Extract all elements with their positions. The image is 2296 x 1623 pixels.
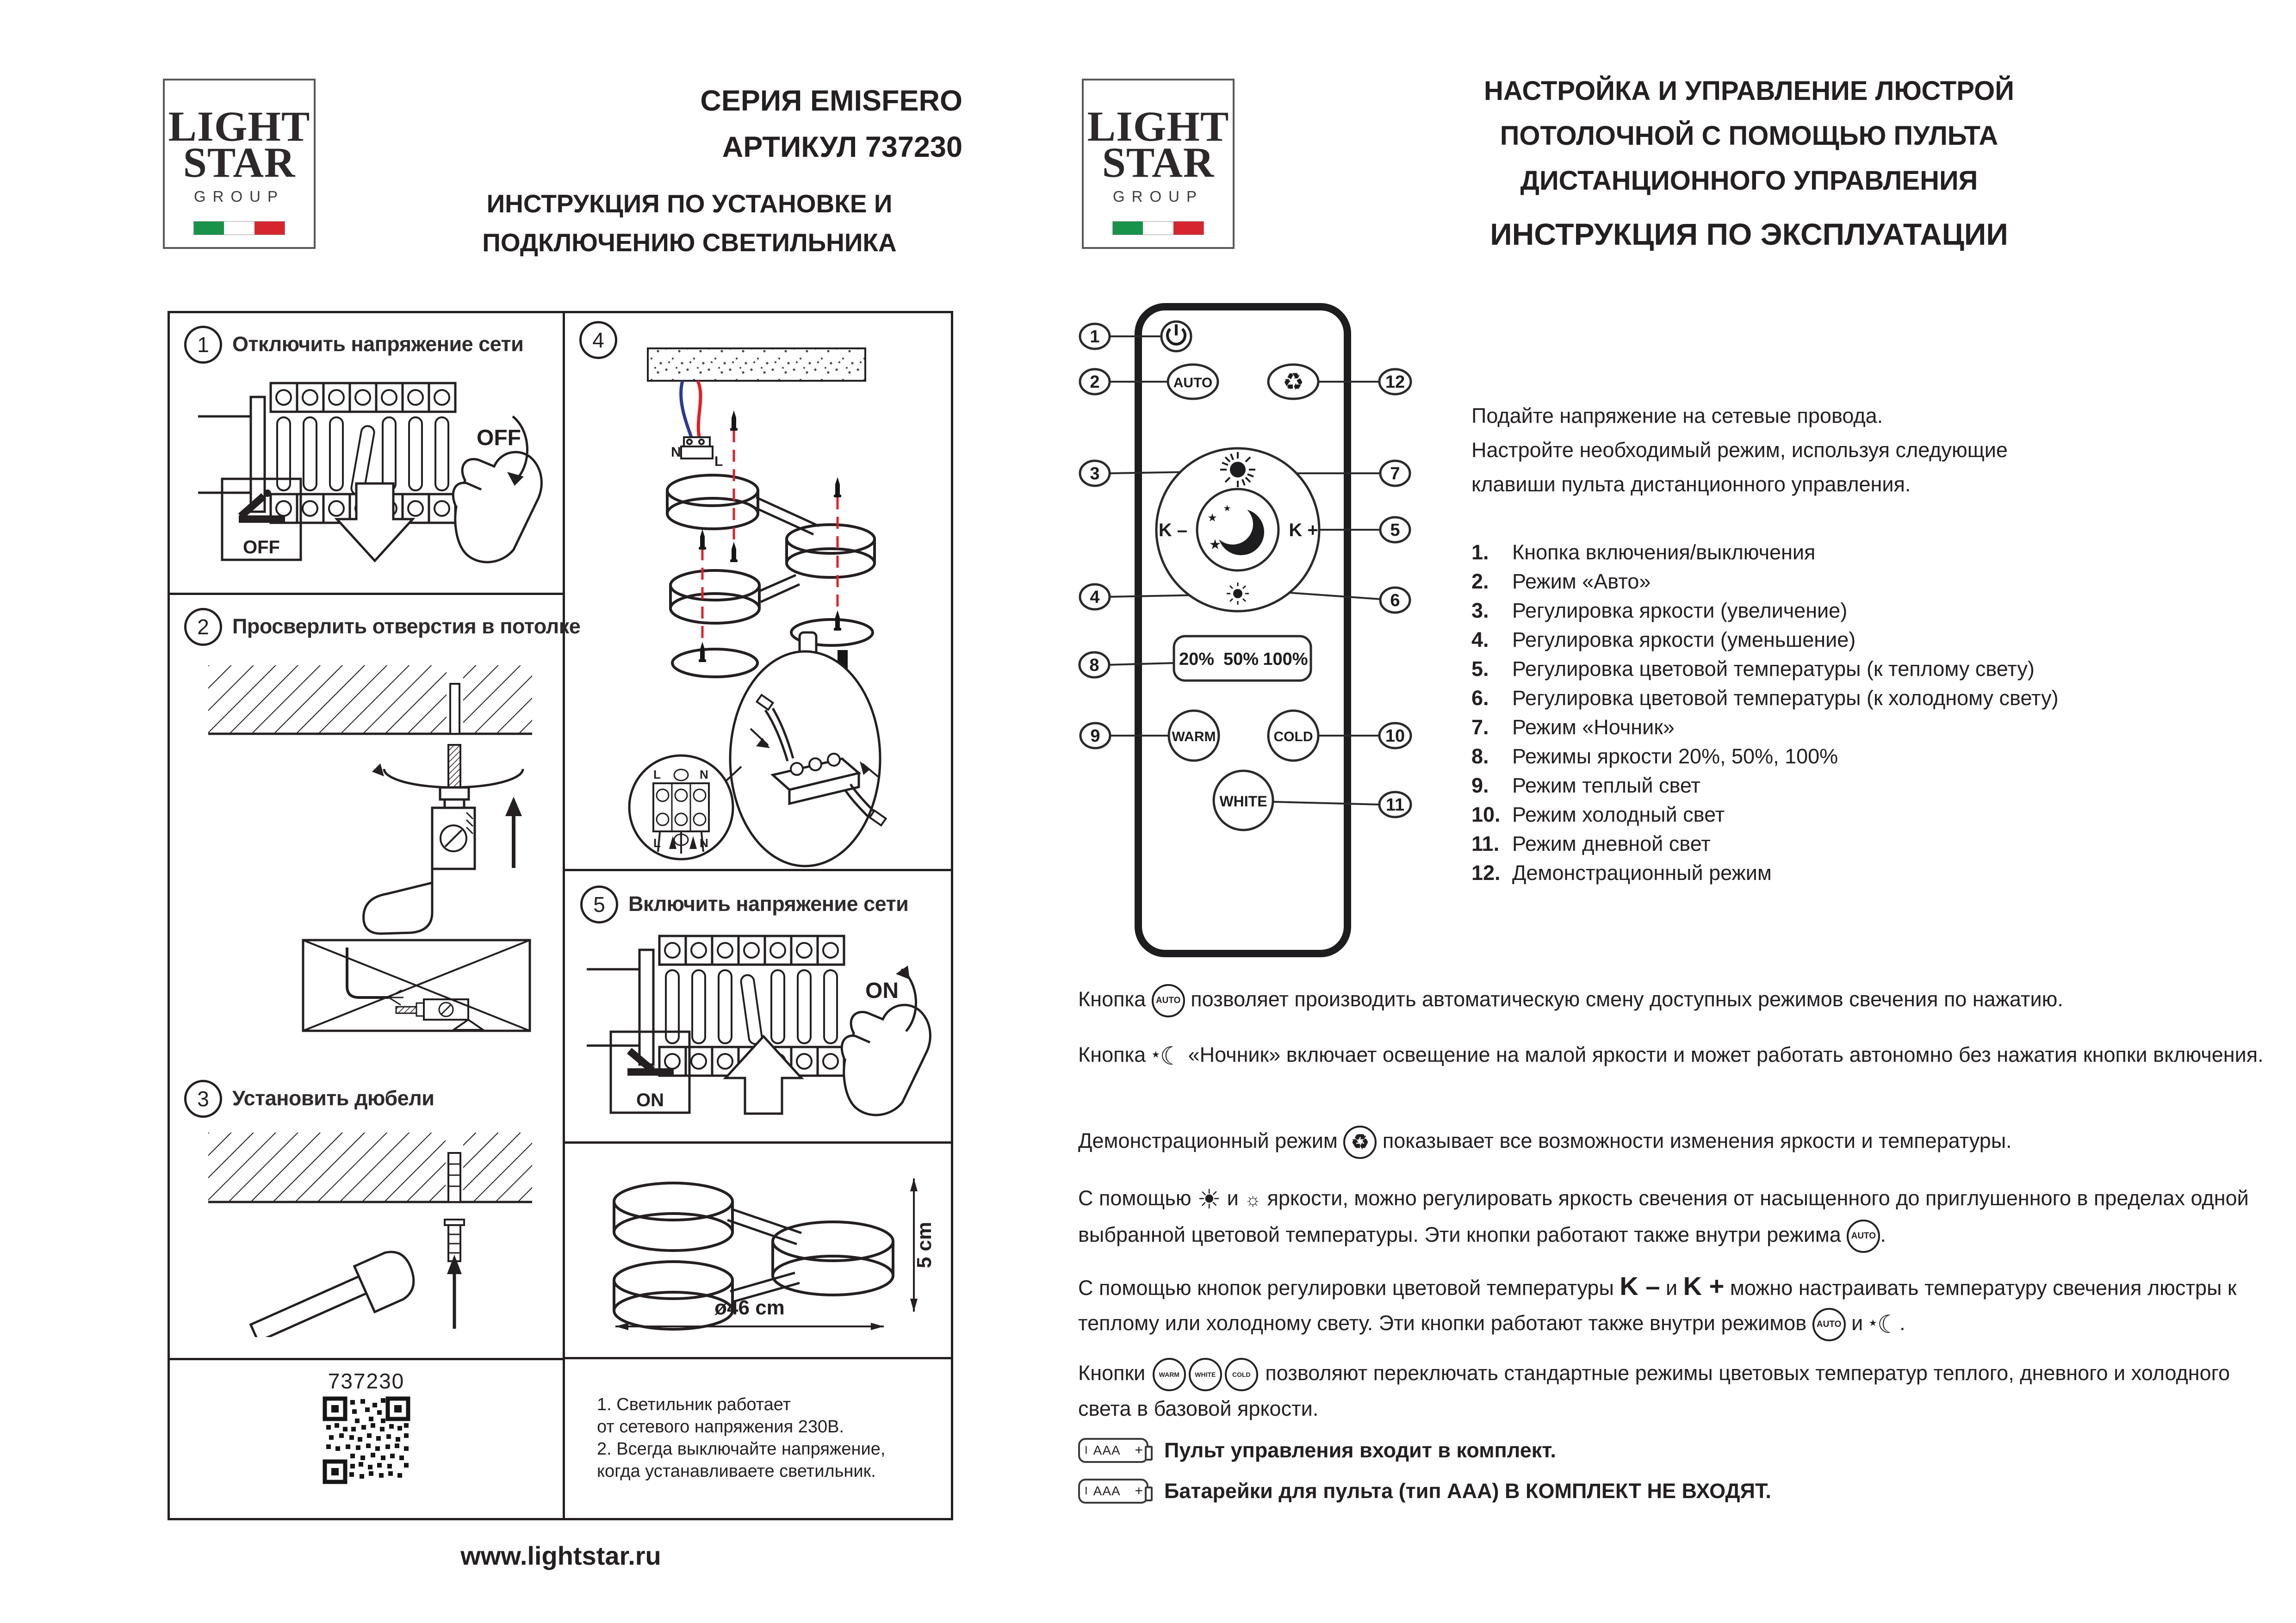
note-line3: 2. Всегда выключайте напряжение, [597, 1439, 886, 1459]
website-url: www.lightstar.ru [460, 1541, 661, 1570]
note-line2: от сетевого напряжения 230В. [597, 1417, 844, 1437]
warm-button-icon: WARM [1153, 1358, 1186, 1391]
step5-number: 5 [580, 886, 618, 923]
brightness-down-icon [1227, 582, 1249, 605]
italian-flag [1112, 221, 1204, 235]
right-title [1365, 68, 2133, 203]
paragraph-demo-mode: Демонстрационный режим ♻ показывает все возможности изменения яркости и температуры. [1078, 1123, 2277, 1159]
paragraph-auto: Кнопка AUTO позволяет производить автоматическую смену доступных режимов свечения по нажатию. [1078, 982, 2277, 1017]
dimmer-wheel [1156, 448, 1319, 611]
table-divider-h1 [168, 593, 565, 595]
article-title: АРТИКУЛ 737230 [722, 131, 962, 163]
legend-item: 6. Регулировка цветовой температуры (к холодному свету) [1471, 686, 2059, 710]
right-subtitle: ИНСТРУКЦИЯ ПО ЭКСПЛУАТАЦИИ [1490, 217, 2008, 251]
button-legend-list [1471, 540, 2286, 890]
remote-body [1138, 307, 1347, 954]
svg-text:COLD: COLD [1273, 729, 1313, 744]
moon-icon: ★☾ [1868, 1311, 1900, 1339]
legend-item: 4. Регулировка яркости (уменьшение) [1471, 628, 1856, 651]
step4-mounting-illustration [578, 345, 944, 867]
paragraph-color-temperature: С помощью кнопок регулировки цветовой температуры K – и K + можно настраивать температуру свечения люстры к теплому или холодному свету. Эти кнопки работают также внутри режимов AUTO и ★☾. [1078, 1269, 2277, 1342]
lightstar-logo-left [163, 79, 316, 249]
intro-line2: Настройте необходимый режим, используя следующие [1471, 438, 2008, 462]
legend-item: 1. Кнопка включения/выключения [1471, 540, 1816, 564]
brightness-up-icon [1220, 452, 1255, 487]
paragraph-preset-modes: Кнопки WARM WHITE COLD позволяют переключать стандартные режимы цветовых температур теплого, дневного и холодного света в базовой яркости. [1078, 1356, 2277, 1426]
cold-button-icon: COLD [1225, 1358, 1258, 1391]
logo-word-light: LIGHT [168, 103, 310, 150]
right-title-line3: ДИСТАНЦИОННОГО УПРАВЛЕНИЯ [1520, 166, 1978, 196]
auto-button-icon: AUTO [1847, 1220, 1880, 1253]
svg-text:WHITE: WHITE [1219, 793, 1267, 810]
batteries-not-included-note: I AAA + Батарейки для пульта (тип AAA) В КОМПЛЕКТ НЕ ВХОДЯТ. [1078, 1479, 1771, 1504]
on-label: ON [865, 979, 899, 1003]
svg-text:★: ★ [1209, 537, 1222, 552]
k-minus-label: K – [1620, 1271, 1660, 1301]
left-subtitle-line1: ИНСТРУКЦИЯ ПО УСТАНОВКЕ И [486, 189, 893, 218]
legend-item: 11. Режим дневной свет [1471, 832, 1711, 855]
step3-number: 3 [184, 1080, 222, 1118]
off-inset-label: OFF [243, 537, 280, 558]
svg-text:20%: 20% [1179, 650, 1215, 669]
svg-text:8: 8 [1089, 656, 1099, 675]
svg-text:1: 1 [1090, 327, 1100, 347]
intro-line3: клавиши пульта дистанционного управления. [1471, 472, 1911, 496]
logo-word-star: STAR [1102, 139, 1215, 186]
sun-dim-icon: ☼ [1244, 1189, 1261, 1210]
moon-icon: ★☾ [1151, 1042, 1183, 1071]
detail-n-bottom: N [700, 836, 708, 850]
left-subtitle [416, 184, 962, 262]
warm-button [1169, 711, 1219, 761]
legend-item: 5. Регулировка цветовой температуры (к теплому свету) [1471, 657, 2035, 681]
table-divider-h2 [168, 1358, 565, 1360]
svg-text:7: 7 [1390, 464, 1400, 483]
legend-item: 2. Режим «Авто» [1471, 570, 1651, 593]
legend-item: 8. Режимы яркости 20%, 50%, 100% [1471, 744, 1838, 768]
svg-text:50%: 50% [1223, 650, 1259, 669]
table-divider-h5 [563, 1357, 953, 1359]
svg-text:2: 2 [1090, 372, 1100, 392]
logo-word-star: STAR [183, 139, 296, 186]
terminal-n-label: N [671, 445, 681, 460]
remote-control-diagram [1074, 303, 1418, 960]
height-dimension: 5 cm [913, 1221, 936, 1269]
logo-word-light: LIGHT [1087, 103, 1229, 150]
svg-text:6: 6 [1390, 591, 1400, 610]
svg-text:9: 9 [1090, 726, 1100, 746]
legend-item: 12. Демонстрационный режим [1471, 861, 1772, 885]
step2-drill-illustration [194, 657, 546, 1036]
italian-flag [193, 221, 285, 235]
legend-item: 3. Регулировка яркости (увеличение) [1471, 599, 1848, 622]
svg-text:10: 10 [1385, 726, 1405, 746]
diameter-dimension: ø46 cm [714, 1296, 785, 1319]
step2-title: Просверлить отверстия в потолке [232, 614, 581, 638]
auto-button-icon: AUTO [1812, 1308, 1846, 1341]
detail-l-top: L [653, 768, 661, 781]
logo-word-group: GROUP [1112, 188, 1204, 205]
sun-bright-icon: ☀ [1197, 1184, 1222, 1215]
table-divider-h4 [563, 1141, 953, 1144]
recycle-icon: ♻ [1282, 369, 1304, 396]
detail-l-bottom: L [653, 836, 661, 850]
white-button [1214, 771, 1273, 830]
detail-n-top: N [700, 768, 708, 781]
recycle-icon: ♻ [1343, 1126, 1377, 1159]
step1-title: Отключить напряжение сети [232, 332, 524, 356]
intro-paragraph [1471, 399, 2008, 502]
demo-button [1268, 365, 1318, 399]
paragraph-night-mode: Кнопка ★☾ «Ночник» включает освещение на малой яркости и может работать автономно без нажатия кнопки включения. [1078, 1042, 2264, 1071]
step3-title: Установить дюбели [232, 1086, 434, 1110]
terminal-l-label: L [714, 454, 723, 469]
right-title-line2: ПОТОЛОЧНОЙ С ПОМОЩЬЮ ПУЛЬТА [1500, 121, 1998, 151]
legend-item: 9. Режим теплый свет [1471, 774, 1701, 797]
auto-button-icon: AUTO [1152, 984, 1185, 1017]
legend-item: 7. Режим «Ночник» [1471, 715, 1675, 739]
svg-text:11: 11 [1385, 795, 1405, 815]
remote-included-note: I AAA + Пульт управления входит в комплект. [1078, 1438, 1556, 1463]
cold-button [1268, 711, 1318, 761]
step3-dowel-hammer-illustration [194, 1124, 546, 1337]
svg-text:5: 5 [1390, 520, 1400, 540]
qr-code [323, 1396, 410, 1484]
step5-title: Включить напряжение сети [628, 892, 909, 916]
svg-text:12: 12 [1385, 372, 1405, 392]
left-title [463, 78, 962, 170]
svg-text:4: 4 [1090, 588, 1100, 607]
step5-breaker-on-illustration [583, 923, 939, 1127]
safety-notes [597, 1394, 885, 1482]
note-line1: 1. Светильник работает [597, 1395, 791, 1414]
step2-number: 2 [184, 608, 222, 646]
legend-item: 10. Режим холодный свет [1471, 803, 1725, 826]
aaa-battery-icon: I AAA + [1078, 1479, 1148, 1504]
table-divider-vertical [563, 311, 565, 1520]
off-label: OFF [477, 426, 521, 450]
right-title-line1: НАСТРОЙКА И УПРАВЛЕНИЕ ЛЮСТРОЙ [1484, 76, 2014, 106]
phase-wire-red [698, 381, 701, 439]
step1-breaker-off-illustration [194, 370, 546, 574]
step1-number: 1 [184, 326, 222, 364]
intro-line1: Подайте напряжение на сетевые провода. [1471, 404, 1883, 427]
article-number: 737230 [328, 1369, 405, 1393]
on-inset-label: ON [636, 1090, 664, 1110]
power-button [1161, 322, 1191, 351]
logo-word-group: GROUP [193, 188, 285, 205]
svg-text:AUTO: AUTO [1173, 375, 1213, 390]
svg-text:★: ★ [1207, 512, 1217, 524]
step4-number: 4 [579, 321, 617, 359]
svg-text:WARM: WARM [1172, 729, 1216, 744]
paragraph-brightness: С помощью ☀ и ☼ яркости, можно регулировать яркость свечения от насыщенного до приглушенного в пределах одной выбранной цветовой температуры. Эти кнопки работают также внутри режима AUTO . [1078, 1181, 2277, 1253]
svg-text:★: ★ [1223, 504, 1231, 514]
series-title: СЕРИЯ EMISFERO [700, 85, 962, 117]
k-plus-label: K + [1683, 1271, 1725, 1301]
svg-text:100%: 100% [1263, 650, 1308, 669]
lightstar-logo-right [1082, 79, 1235, 249]
k-plus-button: K + [1289, 520, 1318, 540]
left-subtitle-line2: ПОДКЛЮЧЕНИЮ СВЕТИЛЬНИКА [482, 228, 897, 257]
aaa-battery-icon: I AAA + [1078, 1438, 1148, 1463]
dimensions-diagram [583, 1159, 939, 1342]
brightness-presets-button [1174, 636, 1311, 681]
neutral-wire-blue [681, 381, 691, 437]
svg-text:3: 3 [1090, 464, 1100, 483]
note-line4: когда устанавливаете светильник. [597, 1462, 876, 1481]
auto-button [1168, 365, 1218, 399]
k-minus-button: K – [1158, 520, 1188, 540]
table-divider-h3 [563, 869, 953, 871]
white-button-icon: WHITE [1189, 1358, 1222, 1391]
